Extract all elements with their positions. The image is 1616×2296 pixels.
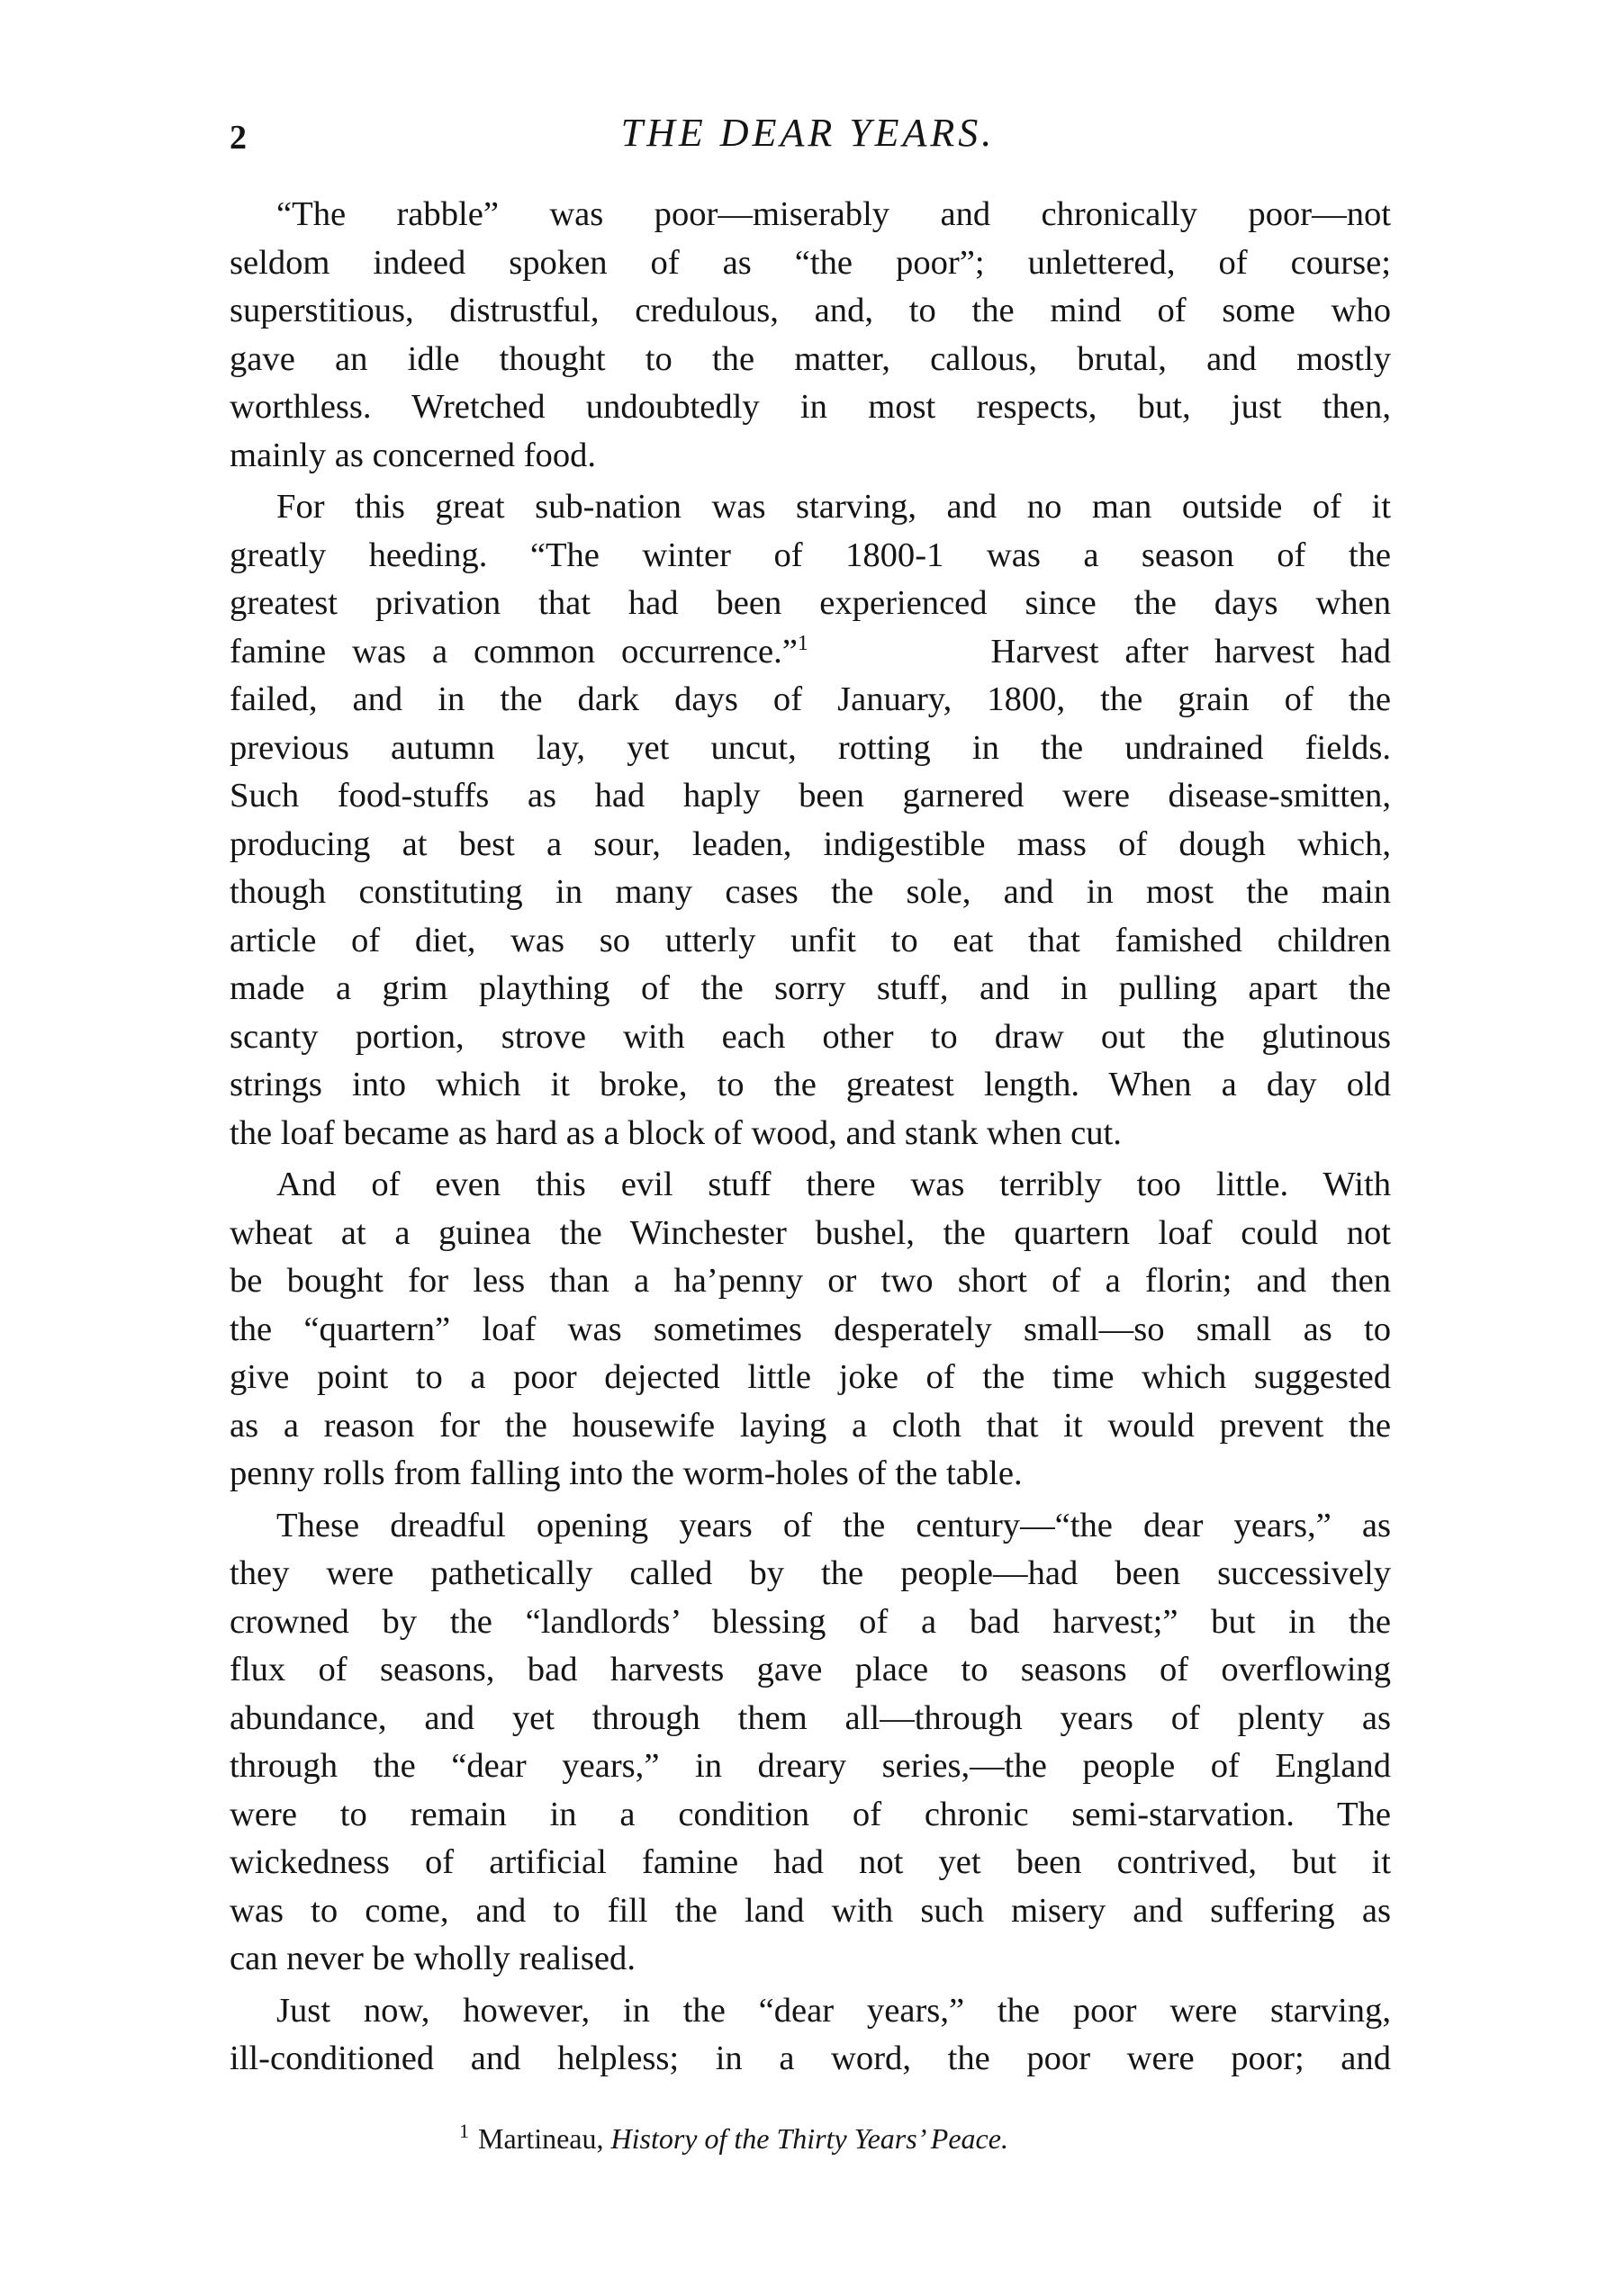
text-line: article of diet, was so utterly unfit to eat that famished children: [230, 921, 1391, 959]
text-line: superstitious, distrustful, credulous, and, to the mind of some who: [230, 292, 1391, 329]
text-line: though constituting in many cases the sole, and in most the main: [230, 873, 1391, 911]
paragraph-3: [230, 1161, 1391, 1499]
text-line: “The rabble” was poor—miserably and chronically poor—not: [276, 195, 1391, 233]
text-line: These dreadful opening years of the century—“the dear years,” as: [276, 1506, 1391, 1544]
text-line: strings into which it broke, to the greatest length. When a day old: [230, 1066, 1391, 1103]
text-line: give point to a poor dejected little joke of the time which suggested: [230, 1358, 1391, 1396]
text-segment: Harvest after harvest had: [990, 632, 1392, 671]
text-line: wheat at a guinea the Winchester bushel, the quartern loaf could not: [230, 1213, 1391, 1252]
text-line: scanty portion, strove with each other to draw out the glutinous: [230, 1017, 1391, 1056]
text-segment: famine was a common occurrence.”: [230, 632, 798, 671]
body-text: [230, 191, 1391, 2087]
text-line: mainly as concerned food.: [230, 436, 597, 474]
running-head: THE DEAR YEARS.: [620, 111, 996, 155]
text-line: Such food-stuffs as had haply been garnered were disease-smitten,: [230, 777, 1391, 815]
text-line: were to remain in a condition of chronic semi-starvation. The: [230, 1795, 1391, 1833]
text-line: as a reason for the housewife laying a cloth that it would prevent the: [230, 1406, 1391, 1445]
text-line: crowned by the “landlords’ blessing of a bad harvest;” but in the: [230, 1602, 1391, 1641]
footnote: [459, 2120, 1008, 2155]
text-line: be bought for less than a ha’penny or two short of a florin; and then: [230, 1262, 1391, 1300]
paragraph-2: [230, 483, 1391, 1157]
text-line-with-footnote: [230, 628, 1391, 677]
text-line: seldom indeed spoken of as “the poor”; unlettered, of course;: [230, 243, 1391, 282]
footnote-title: History of the Thirty Years’ Peace.: [610, 2122, 1008, 2155]
footnote-author: Martineau,: [478, 2122, 604, 2155]
text-line: failed, and in the dark days of January, 1800, the grain of the: [230, 680, 1391, 718]
text-line: made a grim plaything of the sorry stuff, and in pulling apart the: [230, 969, 1391, 1007]
text-line: they were pathetically called by the people—had been successively: [230, 1554, 1391, 1592]
text-line: gave an idle thought to the matter, callous, brutal, and mostly: [230, 339, 1391, 378]
text-line: ill-conditioned and helpless; in a word, the poor were poor; and: [230, 2039, 1391, 2077]
text-line: was to come, and to fill the land with such misery and suffering as: [230, 1891, 1391, 1930]
text-line: the “quartern” loaf was sometimes desperately small—so small as to: [230, 1310, 1391, 1348]
text-line: the loaf became as hard as a block of wood, and stank when cut.: [230, 1113, 1122, 1152]
text-line: wickedness of artificial famine had not yet been contrived, but it: [230, 1843, 1391, 1881]
text-line: abundance, and yet through them all—through years of plenty as: [230, 1698, 1391, 1737]
footnote-marker: 1: [459, 2120, 469, 2143]
paragraph-5: [230, 1987, 1391, 2084]
text-line: For this great sub-nation was starving, and no man outside of it: [276, 488, 1391, 526]
text-line: can never be wholly realised.: [230, 1940, 636, 1977]
paragraph-1: [230, 191, 1391, 480]
paragraph-4: [230, 1502, 1391, 1984]
text-line: producing at best a sour, leaden, indigestible mass of dough which,: [230, 824, 1391, 863]
text-line: penny rolls from falling into the worm-holes of the table.: [230, 1454, 1023, 1492]
text-line: worthless. Wretched undoubtedly in most respects, but, just then,: [230, 388, 1391, 426]
text-line: previous autumn lay, yet uncut, rotting in the undrained fields.: [230, 728, 1391, 767]
text-line: through the “dear years,” in dreary series,—the people of England: [230, 1747, 1391, 1785]
text-line: And of even this evil stuff there was terribly too little. With: [276, 1166, 1391, 1203]
text-line: flux of seasons, bad harvests gave place to seasons of overflowing: [230, 1651, 1391, 1688]
footnote-reference: 1: [797, 631, 808, 655]
page-number: 2: [230, 119, 247, 157]
text-line: Just now, however, in the “dear years,” the poor were starving,: [276, 1991, 1391, 2030]
text-line: greatest privation that had been experienced since the days when: [230, 584, 1391, 622]
text-line: greatly heeding. “The winter of 1800-1 was a season of the: [230, 536, 1391, 574]
page-header: [230, 106, 1386, 169]
